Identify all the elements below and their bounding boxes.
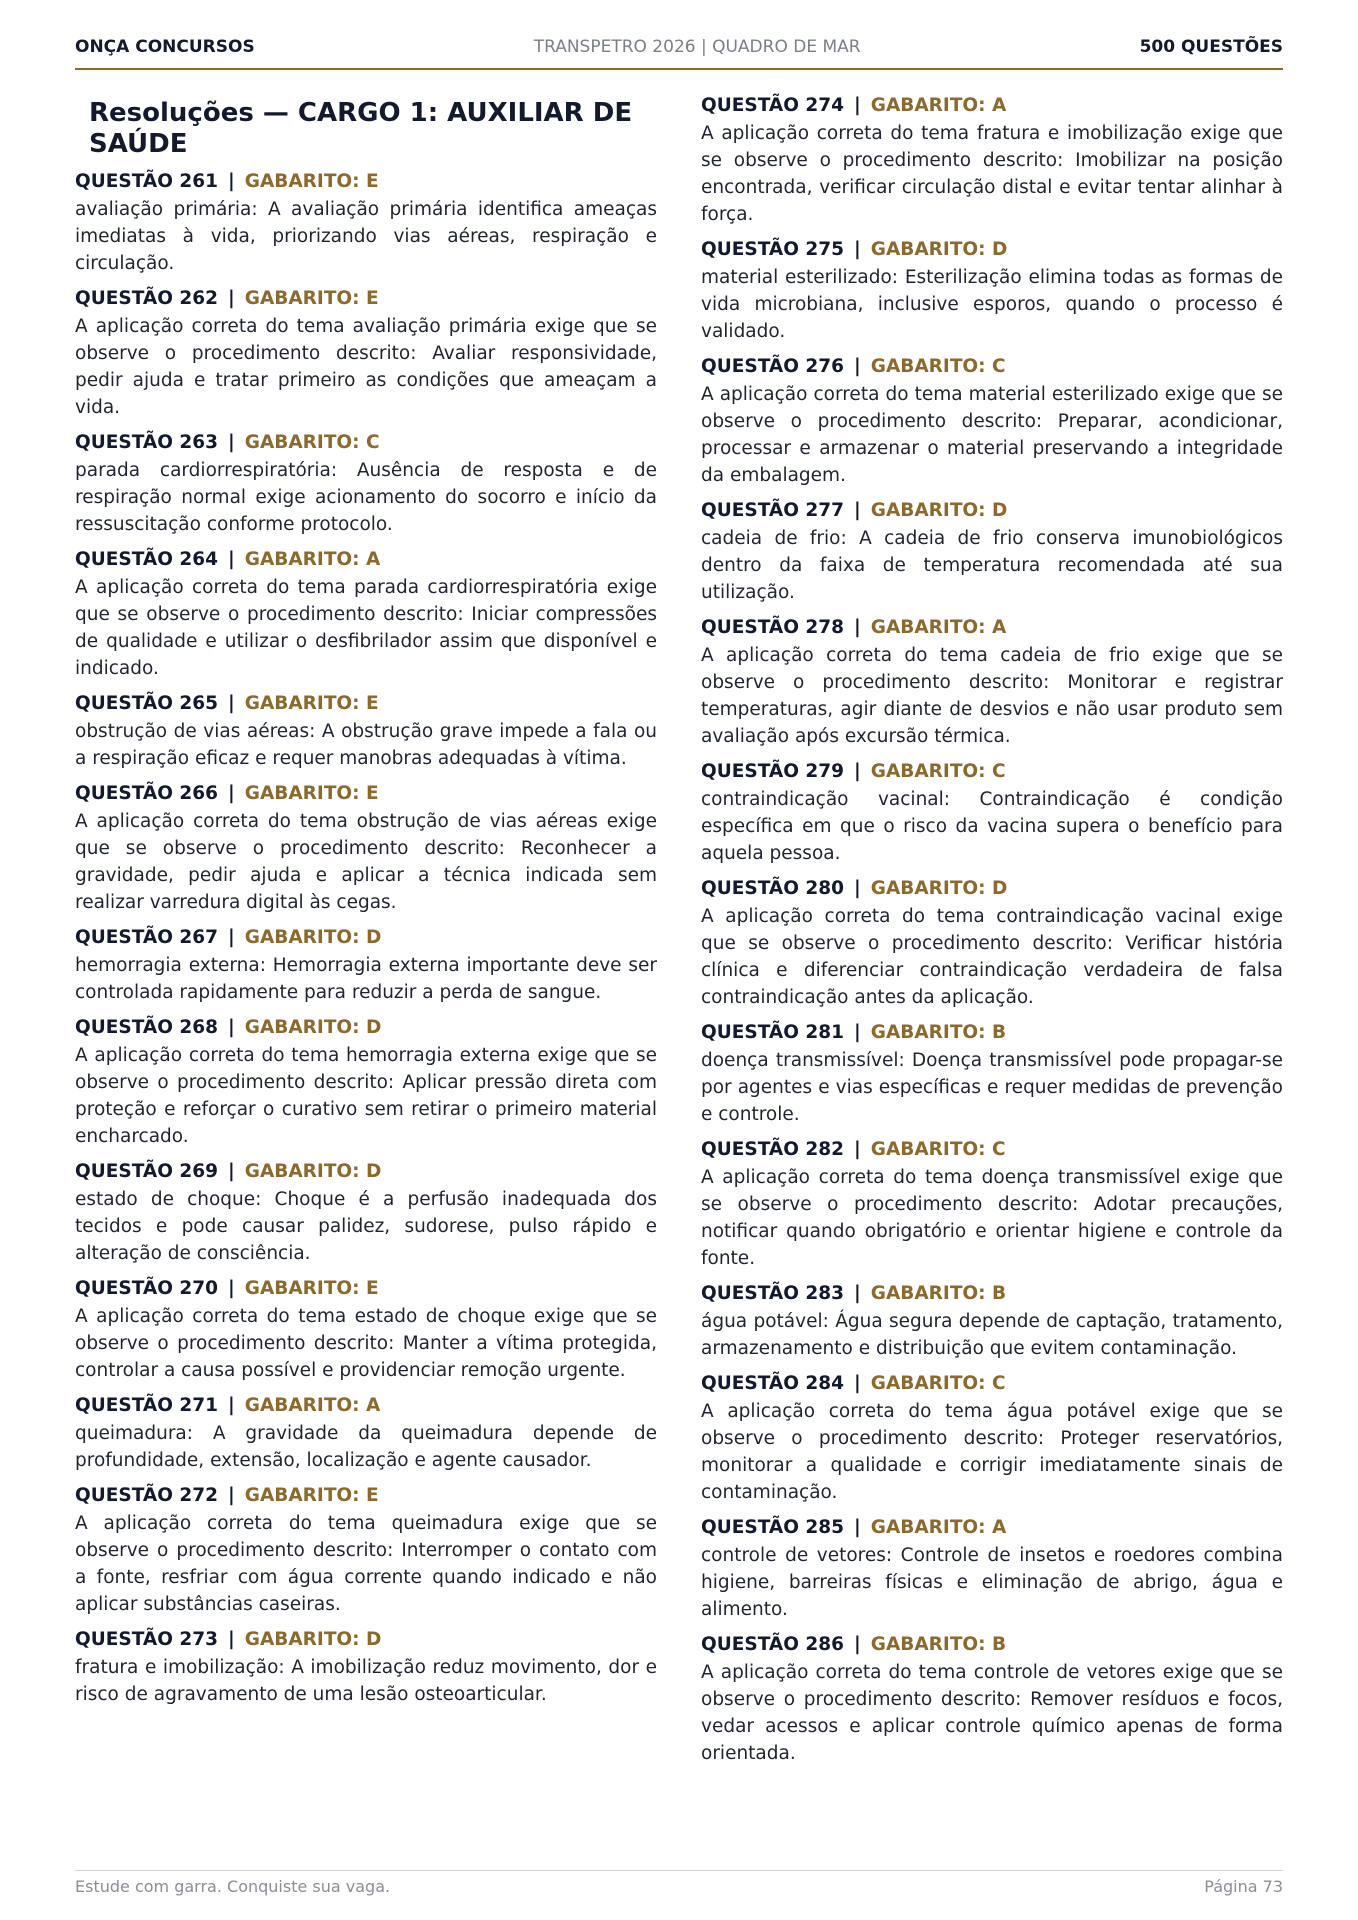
question-heading (701, 94, 1283, 118)
question-block (75, 287, 657, 421)
question-resolution: A aplicação correta do tema avaliação primária exige que se observe o procedimento descrito: Avaliar responsividade, pedir ajuda e tratar primeiro as condições que ameaçam a vida. (75, 316, 657, 418)
answer-key: GABARITO: A (870, 1517, 1007, 1538)
heading-separator: | (854, 1634, 861, 1655)
answer-key: GABARITO: D (244, 927, 382, 948)
answer-key: GABARITO: B (870, 1283, 1007, 1304)
question-number: QUESTÃO 285 (701, 1517, 844, 1538)
question-block (75, 1484, 657, 1618)
question-resolution: doença transmissível: Doença transmissível pode propagar-se por agentes e vias específicas e requer medidas de prevenção e controle. (701, 1050, 1283, 1125)
answer-key: GABARITO: C (870, 1373, 1006, 1394)
question-block (701, 1372, 1283, 1506)
page-number: Página 73 (1204, 1877, 1283, 1896)
question-block (75, 782, 657, 916)
question-number: QUESTÃO 286 (701, 1634, 844, 1655)
question-resolution: material esterilizado: Esterilização elimina todas as formas de vida microbiana, inclusive esporos, quando o processo é validado. (701, 267, 1283, 342)
question-block (75, 926, 657, 1006)
question-heading (75, 1016, 657, 1040)
heading-separator: | (854, 239, 861, 260)
question-block (701, 877, 1283, 1011)
question-resolution: fratura e imobilização: A imobilização reduz movimento, dor e risco de agravamento de uma lesão osteoarticular. (75, 1657, 657, 1705)
question-heading (701, 616, 1283, 640)
question-count: 500 QUESTÕES (1139, 37, 1283, 57)
question-resolution: A aplicação correta do tema cadeia de frio exige que se observe o procedimento descrito: Monitorar e registrar temperaturas, agir diante de desvios e não usar produto sem avaliação após excursão térmica. (701, 645, 1283, 747)
question-number: QUESTÃO 280 (701, 878, 844, 899)
question-heading (75, 1484, 657, 1508)
question-block (75, 1277, 657, 1384)
heading-separator: | (228, 1278, 235, 1299)
question-resolution: água potável: Água segura depende de captação, tratamento, armazenamento e distribuição que evitem contaminação. (701, 1311, 1283, 1359)
left-column (75, 94, 657, 1834)
question-block (75, 1016, 657, 1150)
content-columns (75, 94, 1283, 1834)
question-resolution: estado de choque: Choque é a perfusão inadequada dos tecidos e pode causar palidez, sudorese, pulso rápido e alteração de consciência. (75, 1189, 657, 1264)
question-number: QUESTÃO 262 (75, 288, 218, 309)
answer-key: GABARITO: C (870, 761, 1006, 782)
heading-separator: | (854, 617, 861, 638)
answer-key: GABARITO: D (244, 1629, 382, 1650)
answer-key: GABARITO: E (244, 693, 379, 714)
heading-separator: | (228, 1161, 235, 1182)
question-number: QUESTÃO 270 (75, 1278, 218, 1299)
question-block (701, 1633, 1283, 1767)
question-block (701, 1138, 1283, 1272)
heading-separator: | (228, 1017, 235, 1038)
question-block (75, 692, 657, 772)
question-block (75, 1160, 657, 1267)
heading-separator: | (228, 1629, 235, 1650)
question-heading (75, 548, 657, 572)
question-resolution: A aplicação correta do tema água potável exige que se observe o procedimento descrito: Proteger reservatórios, monitorar a qualidade e corrigir imediatamente sinais de contaminação. (701, 1401, 1283, 1503)
heading-separator: | (228, 549, 235, 570)
answer-key: GABARITO: D (870, 239, 1008, 260)
question-number: QUESTÃO 264 (75, 549, 218, 570)
question-heading (75, 1628, 657, 1652)
question-resolution: A aplicação correta do tema material esterilizado exige que se observe o procedimento descrito: Preparar, acondicionar, processar e armazenar o material preservando a integridade da embalagem. (701, 384, 1283, 486)
answer-key: GABARITO: E (244, 288, 379, 309)
heading-separator: | (854, 1517, 861, 1538)
heading-separator: | (228, 432, 235, 453)
brand-name: ONÇA CONCURSOS (75, 37, 255, 57)
answer-key: GABARITO: C (870, 1139, 1006, 1160)
question-resolution: obstrução de vias aéreas: A obstrução grave impede a fala ou a respiração eficaz e requer manobras adequadas à vítima. (75, 721, 657, 769)
answer-key: GABARITO: B (870, 1634, 1007, 1655)
heading-separator: | (228, 1485, 235, 1506)
question-resolution: A aplicação correta do tema doença transmissível exige que se observe o procedimento descrito: Adotar precauções, notificar quando obrigatório e orientar higiene e controle da fonte. (701, 1167, 1283, 1269)
question-block (701, 355, 1283, 489)
heading-separator: | (854, 1373, 861, 1394)
question-block (701, 616, 1283, 750)
question-number: QUESTÃO 283 (701, 1283, 844, 1304)
question-heading (75, 782, 657, 806)
question-heading (75, 170, 657, 194)
question-heading (75, 1394, 657, 1418)
question-number: QUESTÃO 273 (75, 1629, 218, 1650)
page-footer (75, 1870, 1283, 1903)
question-number: QUESTÃO 263 (75, 432, 218, 453)
heading-separator: | (854, 878, 861, 899)
question-heading (701, 355, 1283, 379)
question-heading (701, 877, 1283, 901)
question-resolution: A aplicação correta do tema parada cardiorrespiratória exige que se observe o procedimento descrito: Iniciar compressões de qualidade e utilizar o desfibrilador assim que disponível e indicado. (75, 577, 657, 679)
question-number: QUESTÃO 261 (75, 171, 218, 192)
answer-key: GABARITO: A (244, 1395, 381, 1416)
question-block (701, 760, 1283, 867)
question-block (75, 431, 657, 538)
answer-key: GABARITO: E (244, 1278, 379, 1299)
heading-separator: | (228, 288, 235, 309)
question-block (75, 548, 657, 682)
answer-key: GABARITO: C (244, 432, 380, 453)
question-resolution: parada cardiorrespiratória: Ausência de resposta e de respiração normal exige acionamento do socorro e início da ressuscitação conforme protocolo. (75, 460, 657, 535)
answer-key: GABARITO: D (244, 1017, 382, 1038)
question-resolution: A aplicação correta do tema controle de vetores exige que se observe o procedimento descrito: Remover resíduos e focos, vedar acessos e aplicar controle químico apenas de forma orientada. (701, 1662, 1283, 1764)
question-block (701, 499, 1283, 606)
answer-key: GABARITO: D (870, 878, 1008, 899)
question-number: QUESTÃO 269 (75, 1161, 218, 1182)
question-resolution: A aplicação correta do tema obstrução de vias aéreas exige que se observe o procedimento descrito: Reconhecer a gravidade, pedir ajuda e aplicar a técnica indicada sem realizar varredura digital às cegas. (75, 811, 657, 913)
heading-separator: | (854, 1139, 861, 1160)
question-block (75, 1628, 657, 1708)
question-resolution: controle de vetores: Controle de insetos e roedores combina higiene, barreiras físicas e eliminação de abrigo, água e alimento. (701, 1545, 1283, 1620)
question-resolution: A aplicação correta do tema contraindicação vacinal exige que se observe o procedimento descrito: Verificar história clínica e diferenciar contraindicação verdadeira de falsa contraindicação antes da aplicação. (701, 906, 1283, 1008)
footer-slogan: Estude com garra. Conquiste sua vaga. (75, 1877, 391, 1896)
question-resolution: A aplicação correta do tema hemorragia externa exige que se observe o procedimento descrito: Aplicar pressão direta com proteção e reforçar o curativo sem retirar o primeiro material encharcado. (75, 1045, 657, 1147)
right-column (701, 94, 1283, 1834)
question-heading (701, 1633, 1283, 1657)
question-block (701, 1282, 1283, 1362)
answer-key: GABARITO: C (870, 356, 1006, 377)
question-number: QUESTÃO 275 (701, 239, 844, 260)
heading-separator: | (854, 95, 861, 116)
question-resolution: avaliação primária: A avaliação primária identifica ameaças imediatas à vida, priorizando vias aéreas, respiração e circulação. (75, 199, 657, 274)
answer-key: GABARITO: E (244, 171, 379, 192)
question-number: QUESTÃO 267 (75, 927, 218, 948)
question-heading (75, 1160, 657, 1184)
question-heading (701, 1282, 1283, 1306)
question-resolution: contraindicação vacinal: Contraindicação é condição específica em que o risco da vacina supera o benefício para aquela pessoa. (701, 789, 1283, 864)
answer-key: GABARITO: E (244, 783, 379, 804)
question-block (75, 170, 657, 277)
question-block (75, 1394, 657, 1474)
question-resolution: queimadura: A gravidade da queimadura depende de profundidade, extensão, localização e agente causador. (75, 1423, 657, 1471)
question-number: QUESTÃO 282 (701, 1139, 844, 1160)
heading-separator: | (228, 693, 235, 714)
question-number: QUESTÃO 276 (701, 356, 844, 377)
question-heading (75, 1277, 657, 1301)
question-heading (701, 238, 1283, 262)
question-resolution: A aplicação correta do tema estado de choque exige que se observe o procedimento descrito: Manter a vítima protegida, controlar a causa possível e providenciar remoção urgente. (75, 1306, 657, 1381)
question-number: QUESTÃO 284 (701, 1373, 844, 1394)
heading-separator: | (854, 761, 861, 782)
question-heading (701, 1138, 1283, 1162)
question-number: QUESTÃO 272 (75, 1485, 218, 1506)
question-heading (75, 431, 657, 455)
question-block (701, 1516, 1283, 1623)
question-heading (701, 1021, 1283, 1045)
question-heading (701, 1516, 1283, 1540)
question-number: QUESTÃO 274 (701, 95, 844, 116)
page-header (75, 36, 1283, 70)
exam-title: TRANSPETRO 2026 | QUADRO DE MAR (533, 37, 861, 57)
heading-separator: | (228, 783, 235, 804)
heading-separator: | (228, 171, 235, 192)
question-heading (701, 1372, 1283, 1396)
question-number: QUESTÃO 271 (75, 1395, 218, 1416)
heading-separator: | (854, 1022, 861, 1043)
heading-separator: | (854, 356, 861, 377)
question-resolution: A aplicação correta do tema queimadura exige que se observe o procedimento descrito: Interromper o contato com a fonte, resfriar com água corrente quando indicado e não aplicar substâncias caseiras. (75, 1513, 657, 1615)
question-number: QUESTÃO 268 (75, 1017, 218, 1038)
answer-key: GABARITO: D (244, 1161, 382, 1182)
answer-key: GABARITO: A (244, 549, 381, 570)
question-resolution: A aplicação correta do tema fratura e imobilização exige que se observe o procedimento descrito: Imobilizar na posição encontrada, verificar circulação distal e evitar tentar alinhar à força. (701, 123, 1283, 225)
answer-key: GABARITO: A (870, 617, 1007, 638)
question-number: QUESTÃO 278 (701, 617, 844, 638)
question-heading (75, 692, 657, 716)
answer-key: GABARITO: D (870, 500, 1008, 521)
question-resolution: cadeia de frio: A cadeia de frio conserva imunobiológicos dentro da faixa de temperatura recomendada até sua utilização. (701, 528, 1283, 603)
question-number: QUESTÃO 281 (701, 1022, 844, 1043)
heading-separator: | (854, 500, 861, 521)
question-number: QUESTÃO 279 (701, 761, 844, 782)
answer-key: GABARITO: A (870, 95, 1007, 116)
question-heading (701, 499, 1283, 523)
question-heading (75, 926, 657, 950)
heading-separator: | (854, 1283, 861, 1304)
question-resolution: hemorragia externa: Hemorragia externa importante deve ser controlada rapidamente para reduzir a perda de sangue. (75, 955, 657, 1003)
question-block (701, 238, 1283, 345)
section-title: Resoluções — CARGO 1: AUXILIAR DE SAÚDE (89, 98, 633, 159)
question-heading (701, 760, 1283, 784)
question-number: QUESTÃO 277 (701, 500, 844, 521)
answer-key: GABARITO: B (870, 1022, 1007, 1043)
heading-separator: | (228, 927, 235, 948)
heading-separator: | (228, 1395, 235, 1416)
question-block (701, 94, 1283, 228)
answer-key: GABARITO: E (244, 1485, 379, 1506)
question-heading (75, 287, 657, 311)
question-block (701, 1021, 1283, 1128)
question-number: QUESTÃO 265 (75, 693, 218, 714)
question-number: QUESTÃO 266 (75, 783, 218, 804)
